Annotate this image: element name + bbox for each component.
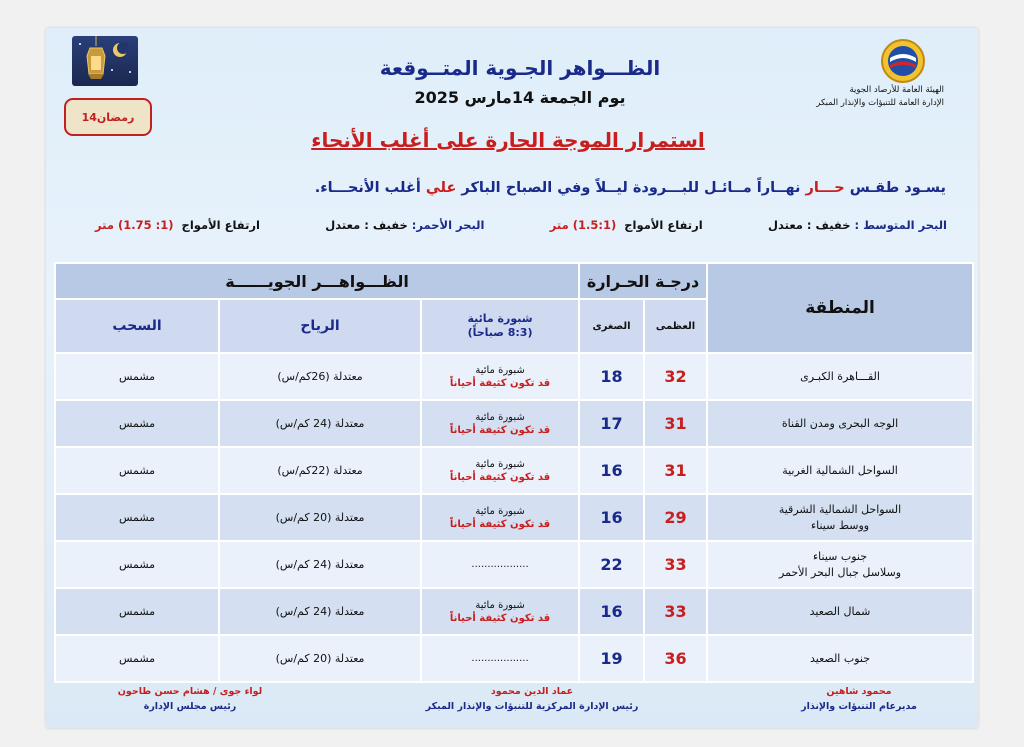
clouds-cell: مشمس [55, 541, 219, 588]
wind-cell: معتدلة (24 كم/س) [219, 588, 421, 635]
fog-header [421, 299, 579, 353]
red-sea-waves-label: ارتفاع الأمواج [181, 218, 260, 232]
region-line-2: وسلاسل جبال البحر الأحمر [779, 565, 902, 579]
signature-left [100, 684, 280, 714]
fog-cell [421, 494, 579, 541]
red-sea-waves-value: (1: 1.75) متر [95, 218, 174, 232]
fog-cell [421, 400, 579, 447]
mediterranean-sea-state [768, 218, 947, 232]
clouds-cell: مشمس [55, 635, 219, 682]
table-row [55, 635, 973, 682]
max-temp-cell: 33 [644, 541, 707, 588]
region-line-1: جنوب الصعيد [810, 651, 871, 665]
fog-line-2: قد تكون كثيفة أحياناً [449, 377, 551, 389]
forecast-table-body [55, 353, 973, 682]
fog-header-line-1: شبورة مائية [467, 312, 533, 325]
region-cell [707, 400, 973, 447]
fog-header-line-2: (8:3 صباحاً) [467, 326, 533, 339]
region-line-1: السواحل الشمالية الغربية [782, 463, 898, 477]
description-part-1: يسـود طقـس [844, 180, 946, 196]
region-line-1: جنوب سيناء [813, 549, 868, 563]
organization-line-2: الإدارة العامة للتنبؤات والإنذار المبكر [816, 98, 944, 108]
signature-left-title: رئيس مجلس الإدارة [143, 701, 237, 712]
meteorological-authority-emblem-icon [880, 38, 926, 84]
red-sea-state-value: خفيف : معتدل [325, 218, 412, 232]
region-cell [707, 353, 973, 400]
fog-line-2: قد تكون كثيفة أحياناً [449, 424, 551, 436]
region-line-2: ووسط سيناء [810, 518, 870, 532]
wind-cell: معتدلة (24 كم/س) [219, 541, 421, 588]
region-cell [707, 541, 973, 588]
weather-description [186, 180, 946, 196]
signature-left-name: لواء جوى / هشام حسن طاحون [117, 686, 263, 697]
red-sea-state [325, 218, 484, 232]
headline: استمرار الموجة الحارة على أغلب الأنحاء [311, 128, 705, 152]
clouds-cell: مشمس [55, 588, 219, 635]
description-part-2: حـــار [805, 180, 845, 196]
fog-line-1: .................. [471, 653, 529, 664]
fog-cell [421, 447, 579, 494]
red-sea-waves [95, 218, 260, 232]
fog-line-1: شبورة مائية [475, 364, 525, 376]
table-row [55, 541, 973, 588]
wind-cell: معتدلة (20 كم/س) [219, 635, 421, 682]
clouds-cell: مشمس [55, 494, 219, 541]
region-line-1: الوجه البحرى ومدن القناة [781, 416, 899, 430]
fog-line-1: شبورة مائية [475, 458, 525, 470]
table-row [55, 588, 973, 635]
max-temp-header: العظمى [644, 299, 707, 353]
min-temp-cell: 16 [579, 588, 644, 635]
clouds-header: السحب [55, 299, 219, 353]
ramadan-lantern-icon [72, 36, 138, 86]
min-temp-cell: 19 [579, 635, 644, 682]
region-line-1: السواحل الشمالية الشرقية [778, 502, 902, 516]
forecast-table [54, 262, 974, 683]
phenomena-column-header: الظـــواهـــر الجويــــــة [55, 263, 579, 299]
fog-cell [421, 541, 579, 588]
min-temp-cell: 22 [579, 541, 644, 588]
max-temp-cell: 31 [644, 447, 707, 494]
signature-right-title: مديرعام التنبؤات والإنذار [801, 701, 917, 712]
max-temp-cell: 36 [644, 635, 707, 682]
region-line-1: شمال الصعيد [809, 604, 871, 618]
forecast-date: يوم الجمعة 14مارس 2025 [414, 88, 626, 107]
organization-name [794, 84, 944, 110]
max-temp-cell: 33 [644, 588, 707, 635]
max-temp-cell: 31 [644, 400, 707, 447]
region-cell [707, 494, 973, 541]
mediterranean-waves-label: ارتفاع الأمواج [624, 218, 703, 232]
fog-cell [421, 635, 579, 682]
table-row [55, 447, 973, 494]
min-temp-cell: 17 [579, 400, 644, 447]
table-row [55, 353, 973, 400]
mediterranean-waves [550, 218, 703, 232]
description-part-4: علي [425, 180, 457, 196]
description-part-5: أغلب الأنحـــاء. [314, 180, 426, 196]
region-cell [707, 635, 973, 682]
signature-center-name: عماد الدين محمود [490, 686, 574, 697]
max-temp-cell: 29 [644, 494, 707, 541]
min-temp-cell: 16 [579, 447, 644, 494]
temperature-column-header: درجـة الحـرارة [579, 263, 707, 299]
region-cell [707, 447, 973, 494]
fog-line-2: قد تكون كثيفة أحياناً [449, 612, 551, 624]
wind-cell: معتدلة (24 كم/س) [219, 400, 421, 447]
region-column-header: المنطقة [707, 263, 973, 353]
description-part-3: نهــاراً مــائـل للبـــرودة ليــلاً وفي الصباح الباكر [456, 180, 806, 196]
fog-line-2: قد تكون كثيفة أحياناً [449, 471, 551, 483]
region-cell [707, 588, 973, 635]
mediterranean-waves-value: (1.5:1) متر [549, 218, 617, 232]
organization-line-1: الهيئة العامة للأرصاد الجوية [849, 85, 944, 95]
mediterranean-label: البحر المتوسط : [854, 218, 947, 232]
signature-center-title: رئيس الإدارة المركزية للتنبؤات والإنذار المبكر [425, 701, 639, 712]
wind-cell: معتدلة (26كم/س) [219, 353, 421, 400]
wind-header: الرياح [219, 299, 421, 353]
min-temp-cell: 16 [579, 494, 644, 541]
fog-line-1: شبورة مائية [475, 411, 525, 423]
wind-cell: معتدلة (22كم/س) [219, 447, 421, 494]
signature-right-name: محمود شاهين [826, 686, 892, 697]
clouds-cell: مشمس [55, 447, 219, 494]
hijri-date-badge: 14رمضان [64, 98, 152, 136]
region-line-1: القـــاهرة الكبـرى [800, 369, 880, 383]
page-title: الظـــواهر الجـوية المتــوقعة [379, 56, 661, 80]
red-sea-label: البحر الأحمر: [411, 218, 485, 232]
fog-line-2: قد تكون كثيفة أحياناً [449, 518, 551, 530]
fog-line-1: .................. [471, 559, 529, 570]
min-temp-header: الصغرى [579, 299, 644, 353]
fog-line-1: شبورة مائية [475, 599, 525, 611]
mediterranean-state: خفيف : معتدل [768, 218, 855, 232]
fog-cell [421, 588, 579, 635]
clouds-cell: مشمس [55, 353, 219, 400]
fog-line-1: شبورة مائية [475, 505, 525, 517]
sea-state-line [95, 218, 947, 232]
table-row [55, 400, 973, 447]
clouds-cell: مشمس [55, 400, 219, 447]
table-row [55, 494, 973, 541]
max-temp-cell: 32 [644, 353, 707, 400]
signature-center [402, 684, 662, 714]
signature-right [774, 684, 944, 714]
min-temp-cell: 18 [579, 353, 644, 400]
wind-cell: معتدلة (20 كم/س) [219, 494, 421, 541]
fog-cell [421, 353, 579, 400]
